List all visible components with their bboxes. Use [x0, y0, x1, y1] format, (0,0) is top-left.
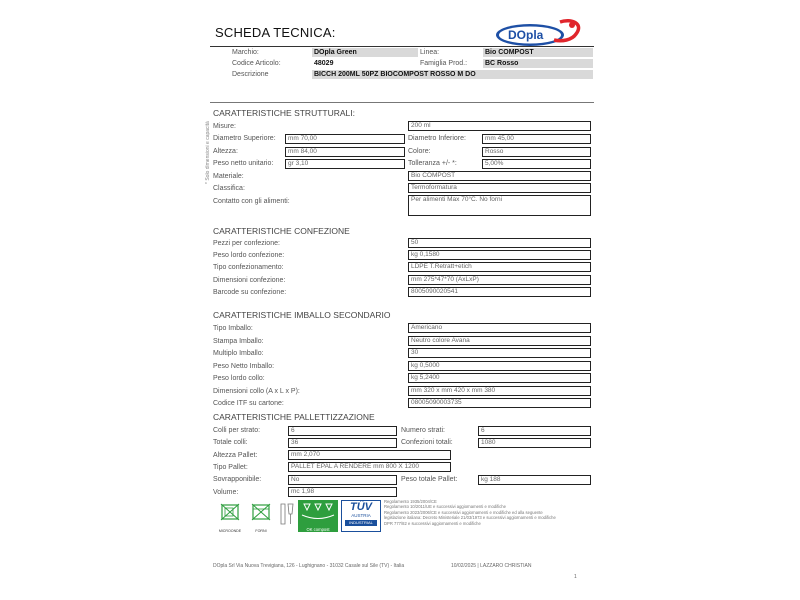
section-heading-imballo: CARATTERISTICHE IMBALLO SECONDARIO — [213, 310, 391, 320]
sovrapponibile-value: No — [288, 475, 397, 485]
section-heading-pallet: CARATTERISTICHE PALLETTIZZAZIONE — [213, 412, 375, 422]
regulation-line: Regolamento 1935/2004/CE — [384, 499, 437, 504]
peso-totale-pallet-value: kg 188 — [478, 475, 591, 485]
codice-itf-value: 08005090003735 — [408, 398, 591, 408]
confezioni-totali-value: 1080 — [478, 438, 591, 448]
peso-lordo-confezione-label: Peso lordo confezione: — [213, 252, 285, 259]
totale-colli-value: 36 — [288, 438, 397, 448]
multiplo-imballo-value: 30 — [408, 348, 591, 358]
classifica-label: Classifica: — [213, 185, 245, 192]
descrizione-value: BICCH 200ML 50PZ BIOCOMPOST ROSSO M DO — [312, 70, 593, 79]
altezza-label: Altezza: — [213, 148, 238, 155]
volume-value: mc 1,98 — [288, 487, 397, 497]
peso-netto-imballo-label: Peso Netto Imballo: — [213, 363, 275, 370]
stampa-imballo-label: Stampa Imballo: — [213, 338, 264, 345]
section-heading-strutturali: CARATTERISTICHE STRUTTURALI: — [213, 108, 355, 118]
peso-totale-pallet-label: Peso totale Pallet: — [401, 476, 458, 483]
pezzi-confezione-value: 50 — [408, 238, 591, 248]
microonde-label: MICROONDE — [218, 529, 242, 533]
tuv-austria-logo — [341, 500, 381, 532]
altezza-pallet-value: mm 2,070 — [288, 450, 451, 460]
barcode-confezione-label: Barcode su confezione: — [213, 289, 287, 296]
footer-date-author: 10/02/2025 | LAZZARO CHRISTIAN — [451, 563, 532, 569]
peso-lordo-confezione-value: kg 0,1580 — [408, 250, 591, 260]
diametro-inferiore-label: Diametro Inferiore: — [408, 135, 466, 142]
peso-netto-imballo-value: kg 0,5000 — [408, 361, 591, 371]
page-number: 1 — [574, 574, 577, 580]
tuv-label: TÜV — [350, 501, 372, 513]
tipo-pallet-label: Tipo Pallet: — [213, 464, 248, 471]
linea-value: Bio COMPOST — [483, 48, 593, 57]
pezzi-confezione-label: Pezzi per confezione: — [213, 240, 280, 247]
tipo-pallet-value: PALLET EPAL A RENDERE mm 800 X 1200 — [288, 462, 451, 472]
regulations-list — [384, 499, 594, 526]
numero-strati-label: Numero strati: — [401, 427, 445, 434]
regulation-line: Regolamento 10/2011/UE e successivi aggiornamenti e modifiche — [384, 504, 506, 510]
tolerance-side-note: * Solo dimensioni e capacità — [205, 121, 211, 184]
classifica-value: Termoformatura — [408, 183, 591, 193]
technical-sheet-page — [205, 12, 595, 587]
colore-label: Colore: — [408, 148, 431, 155]
food-contact-icon — [277, 502, 297, 528]
materiale-label: Materiale: — [213, 173, 244, 180]
diametro-inferiore-value: mm 45,00 — [482, 134, 591, 144]
diametro-superiore-value: mm 70,00 — [285, 134, 405, 144]
famiglia-label: Famiglia Prod.: — [420, 60, 468, 67]
diametro-superiore-label: Diametro Superiore: — [213, 135, 276, 142]
industrial-label: INDUSTRIAL — [345, 520, 377, 526]
marchio-value: DOpla Green — [312, 48, 418, 57]
famiglia-value: BC Rosso — [483, 59, 593, 68]
regulation-line: legislazione italiana: Decreto Ministeriale 21/03/1973 e successivi aggiornamenti e modifiche — [384, 515, 556, 521]
dimensioni-collo-label: Dimensioni collo (A x L x P): — [213, 388, 300, 395]
contatto-alimenti-value: Per alimenti Max 70°C. No forni — [408, 195, 591, 216]
contatto-alimenti-label: Contatto con gli alimenti: — [213, 198, 290, 205]
codice-itf-label: Codice ITF su cartone: — [213, 400, 284, 407]
page-title: SCHEDA TECNICA: — [215, 25, 336, 40]
dopla-logo — [492, 16, 586, 50]
altezza-pallet-label: Altezza Pallet: — [213, 452, 258, 459]
tolleranza-value: 5,00% — [482, 159, 591, 169]
numero-strati-value: 6 — [478, 426, 591, 436]
tipo-imballo-label: Tipo Imballo: — [213, 325, 253, 332]
confezioni-totali-label: Confezioni totali: — [401, 439, 453, 446]
tolleranza-label: Tolleranza +/- *: — [408, 160, 457, 167]
multiplo-imballo-label: Multiplo Imballo: — [213, 350, 264, 357]
descrizione-label: Descrizione — [232, 71, 269, 78]
misure-value: 200 ml — [408, 121, 591, 131]
dimensioni-confezione-value: mm 275*47*70 (AxLxP) — [408, 275, 591, 285]
ok-compost-logo — [298, 500, 338, 532]
header-divider — [210, 46, 594, 47]
section-divider — [210, 102, 594, 103]
tipo-confezionamento-value: LDPE T.Retratt+etich — [408, 262, 591, 272]
austria-label: AUSTRIA — [351, 513, 371, 518]
stampa-imballo-value: Neutro colore Avana — [408, 336, 591, 346]
codice-value: 48029 — [314, 60, 334, 67]
peso-lordo-collo-value: kg 5,2400 — [408, 373, 591, 383]
sovrapponibile-label: Sovrapponibile: — [213, 476, 262, 483]
regulation-line: Regolamento 2023/2006/CE e successivi aggiornamenti e modifiche ed alla seguente — [384, 509, 543, 515]
barcode-confezione-value: 8005090020541 — [408, 287, 591, 297]
colli-strato-label: Colli per strato: — [213, 427, 261, 434]
dimensioni-confezione-label: Dimensioni confezione: — [213, 277, 286, 284]
dimensioni-collo-value: mm 320 x mm 420 x mm 380 — [408, 386, 591, 396]
marchio-label: Marchio: — [232, 49, 259, 56]
peso-netto-unitario-value: gr 3,10 — [285, 159, 405, 169]
materiale-value: Bio COMPOST — [408, 171, 591, 181]
peso-lordo-collo-label: Peso lordo collo: — [213, 375, 265, 382]
tipo-imballo-value: Americano — [408, 323, 591, 333]
regulation-line: DPR 777/82 e successivi aggiornamenti e modifiche — [384, 520, 481, 526]
colli-strato-value: 6 — [288, 426, 397, 436]
footer-company: DOpla Srl Via Nuova Trevigiana, 126 - Lughignano - 31032 Casale sul Sile (TV) - Italia — [213, 563, 405, 569]
ok-compost-label: OK compost — [306, 527, 330, 532]
forni-label: FORNI — [255, 529, 267, 533]
no-oven-icon — [249, 502, 273, 533]
section-heading-confezione: CARATTERISTICHE CONFEZIONE — [213, 226, 350, 236]
linea-label: Linea: — [420, 49, 440, 56]
tipo-confezionamento-label: Tipo confezionamento: — [213, 264, 284, 271]
volume-label: Volume: — [213, 489, 239, 496]
logo-text: DOpla — [508, 28, 544, 42]
colore-value: Rosso — [482, 147, 591, 157]
misure-label: Misure: — [213, 123, 236, 130]
altezza-value: mm 84,00 — [285, 147, 405, 157]
codice-label: Codice Articolo: — [232, 60, 281, 67]
no-microwave-icon — [218, 502, 242, 533]
peso-netto-unitario-label: Peso netto unitario: — [213, 160, 274, 167]
totale-colli-label: Totale colli: — [213, 439, 248, 446]
